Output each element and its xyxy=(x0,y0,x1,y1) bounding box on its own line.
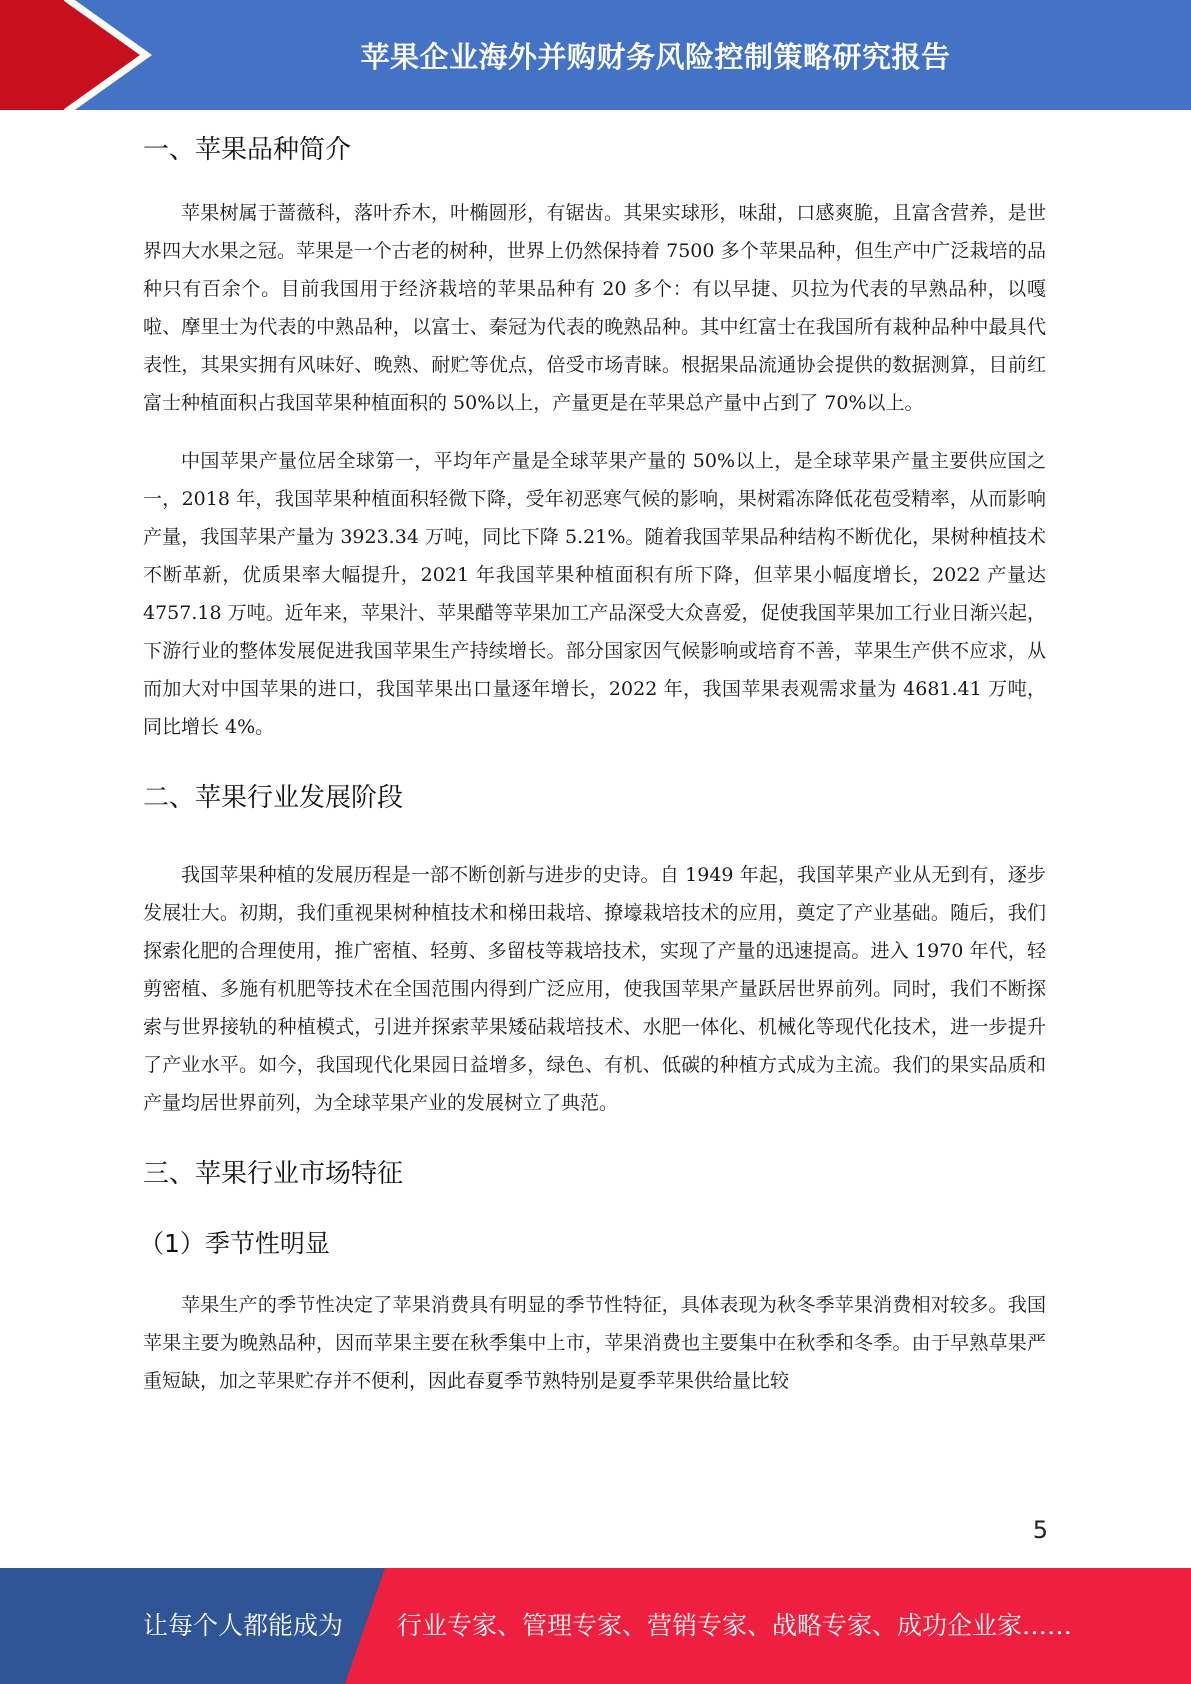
footer-slogan-right: 行业专家、管理专家、营销专家、战略专家、成功企业家…… xyxy=(397,1611,1073,1640)
report-title: 苹果企业海外并购财务风险控制策略研究报告 xyxy=(360,39,951,74)
paragraph: 苹果生产的季节性决定了苹果消费具有明显的季节性特征，具体表现为秋冬季苹果消费相对较多。我国苹果主要为晚熟品种，因而苹果主要在秋季集中上市，苹果消费也主要集中在秋季和冬季。由于早熟草果严重短缺，加之苹果贮存并不便利，因此春夏季节熟特别是夏季苹果供给量比较 xyxy=(143,1294,1046,1392)
paragraph: 苹果树属于蔷薇科，落叶乔木，叶椭圆形，有锯齿。其果实球形，味甜，口感爽脆，且富含营养，是世界四大水果之冠。苹果是一个古老的树种，世界上仍然保持着 7500 多个苹果品种，但生产中广泛栽培的品种只有百余个。目前我国用于经济栽培的苹果品种有 20 多个：有以早捷、贝拉为代表的早熟品种，以嘎啦、摩里士为代表的中熟品种，以富士、秦冠为代表的晚熟品种。其中红富士在我国所有栽种品种中最具代表性，其果实拥有风味好、晚熟、耐贮等优点，倍受市场青睐。根据果品流通协会提供的数据测算，目前红富士种植面积占我国苹果种植面积的 50%以上，产量更是在苹果总产量中占到了 70%以上。 xyxy=(143,202,1046,414)
footer-banner xyxy=(0,1568,1191,1684)
subsection-heading-seasonal: （1）季节性明显 xyxy=(139,1229,330,1258)
header-banner xyxy=(0,0,1191,110)
section-heading-development: 二、苹果行业发展阶段 xyxy=(143,783,404,813)
paragraph: 中国苹果产量位居全球第一，平均年产量是全球苹果产量的 50%以上，是全球苹果产量主要供应国之一，2018 年，我国苹果种植面积轻微下降，受年初恶寒气候的影响，果树霜冻降低花苞受精率，从而影响产量，我国苹果产量为 3923.34 万吨，同比下降 5.21%。随着我国苹果品种结构不断优化，果树种植技术不断革新，优质果率大幅提升，2021 年我国苹果种植面积有所下降，但苹果小幅度增长，2022 产量达 4757.18 万吨。近年来，苹果汁、苹果醋等苹果加工产品深受大众喜爱，促使我国苹果加工行业日渐兴起，下游行业的整体发展促进我国苹果生产持续增长。部分国家因气候影响或培育不善，苹果生产供不应求，从而加大对中国苹果的进口，我国苹果出口量逐年增长，2022 年，我国苹果表观需求量为 4681.41 万吨，同比增长 4%。 xyxy=(143,450,1046,738)
footer-slogan-left: 让每个人都能成为 xyxy=(143,1611,344,1640)
page-number: 5 xyxy=(1032,1516,1048,1544)
section-heading-market: 三、苹果行业市场特征 xyxy=(143,1159,404,1189)
section-heading-variety: 一、苹果品种简介 xyxy=(143,135,352,165)
paragraph: 我国苹果种植的发展历程是一部不断创新与进步的史诗。自 1949 年起，我国苹果产业从无到有，逐步发展壮大。初期，我们重视果树种植技术和梯田栽培、撩壕栽培技术的应用，奠定了产业基础。随后，我们探索化肥的合理使用，推广密植、轻剪、多留枝等栽培技术，实现了产量的迅速提高。进入 1970 年代，轻剪密植、多施有机肥等技术在全国范围内得到广泛应用，使我国苹果产量跃居世界前列。同时，我们不断探索与世界接轨的种植模式，引进并探索苹果矮砧栽培技术、水肥一体化、机械化等现代化技术，进一步提升了产业水平。如今，我国现代化果园日益增多，绿色、有机、低碳的种植方式成为主流。我们的果实品质和产量均居世界前列，为全球苹果产业的发展树立了典范。 xyxy=(143,864,1046,1114)
page-content xyxy=(139,128,1046,1400)
